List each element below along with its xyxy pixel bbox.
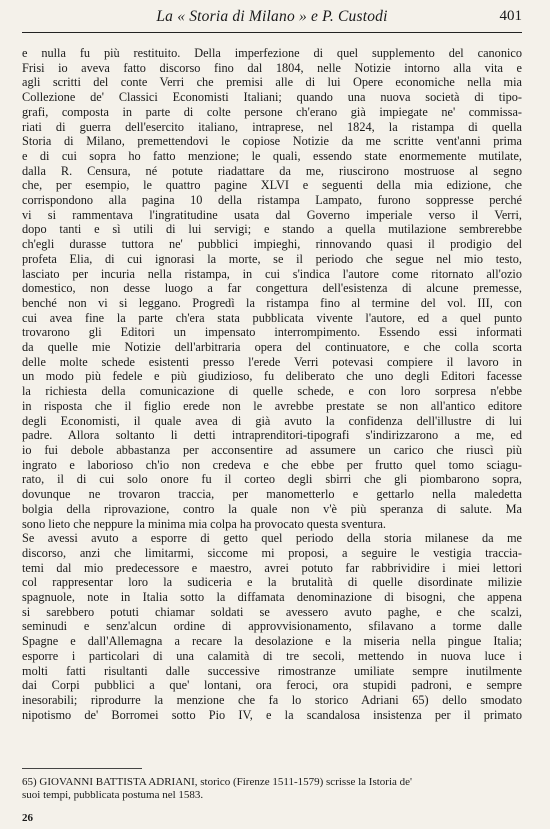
body-line: ch'egli durasse tuttora ne' pubblici impieghi, rinnovando quasi il prodigio del xyxy=(22,237,522,252)
body-line: vi si rammentava l'ingratitudine usata dal Governo imperiale verso il Verri, xyxy=(22,207,522,222)
body-line: molti fatti risultanti dalle successive rimostranze umiliate sempre inutilmente xyxy=(22,663,522,678)
page-header xyxy=(22,8,522,30)
body-line: la richiesta della comunicazione di quelle schede, e con loro sorpresa n'ebbe xyxy=(22,384,522,399)
body-line: sono lieto che neppure la minima mia colpa ha provocato questa sventura. xyxy=(22,516,387,531)
body-line: nipotismo de' Borromei sotto Pio IV, e la scandalosa insistenza per il primato xyxy=(22,707,522,722)
body-line: grafi, composta in parte di colte persone ch'erano già impiegate ne' commissa- xyxy=(22,104,522,119)
body-line: padre. Allora soltanto li detti intraprenditori-tipografi s'indirizzarono a me, ed xyxy=(22,428,522,443)
body-line: cui avea fine la parte ch'era stata pubblicata vivente l'autore, ed a quel punto xyxy=(22,310,522,325)
body-line: lasciato per incuria nella ristampa, in cui s'indica l'autore come ritornato all'ozio xyxy=(22,266,522,281)
body-line: dopo tanti e sì utili di lui servigi; e stando a quella mutilazione sembrerebbe xyxy=(22,222,522,237)
body-line: Storia di Milano, premettendovi le copiose Notizie da me scritte vent'anni prima xyxy=(22,134,522,149)
body-line: che, per esempio, le quattro pagine XLVI e seguenti della mia edizione, che xyxy=(22,178,522,193)
body-line: e nulla fu più restituito. Della imperfezione di quel supplemento del canonico xyxy=(22,46,522,60)
body-line: riati di guerra dell'esercito italiano, intraprese, nel 1824, la ristampa di quella xyxy=(22,119,522,134)
running-title: La « Storia di Milano » e P. Custodi xyxy=(156,8,388,25)
body-line: da quelle mie Notizie dell'arbitraria opera del continuatore, e che colla scorta xyxy=(22,340,522,355)
body-line: corrispondono alla pagina 10 della ristampa Lampato, furono soppresse perché xyxy=(22,193,522,208)
body-text xyxy=(22,46,522,722)
body-line: seminudi e senz'alcun ordine di approvvisionamento, sfilavano a torme dalle xyxy=(22,619,522,634)
body-line: Se avessi avuto a esporre di getto quel periodo della storia milanese da me xyxy=(22,531,522,546)
body-line: inesorabili; riprodurre la menzione che fa lo storico Adriani 65) dello smodato xyxy=(22,692,522,707)
body-line: io fui debole abbastanza per acconsentire ad assumere un carico che riuscì più xyxy=(22,442,522,457)
body-line: domestico, non desse luogo a far congettura dell'esistenza di alcune premesse, xyxy=(22,281,522,296)
body-line: profeta Elia, di cui ignorasi la morte, se il periodo che segue nel mio testo, xyxy=(22,251,522,266)
body-line: bolgia della riprovazione, contro la quale non v'è più speranza di salute. Ma xyxy=(22,501,522,516)
footnote-line: suoi tempi, pubblicata postuma nel 1583. xyxy=(22,789,204,801)
body-line: temi dal mio predecessore e maestro, avrei potuto far rabbrividire i miei lettori xyxy=(22,560,522,575)
body-line: dalla R. Censura, né potute riadattare da me, riuscirono mostruose al segno xyxy=(22,163,522,178)
body-line: degli Economisti, il quale avea di già avuto la confidenza dell'illustre di lui xyxy=(22,413,522,428)
body-line: dai Corpi pubblici a que' lontani, ora feroci, ora stupidi padroni, e sempre xyxy=(22,678,522,693)
body-line: Collezione de' Classici Economisti Italiani; quando una nuova società di tipo- xyxy=(22,90,522,105)
body-line: si sarebbero potuti chiamar soldati se avessero avuto paghe, e che scalzi, xyxy=(22,604,522,619)
body-line: spagnuole, note in Italia sotto la diffamata denominazione di bisogni, che appena xyxy=(22,590,522,605)
body-line: in risposta che il figlio erede non le avrebbe prestate se non all'antico editore xyxy=(22,398,522,413)
body-line: rato, il di cui solo onore fu il corteo degli sbirri che gli piombarono sopra, xyxy=(22,472,522,487)
footnote xyxy=(22,776,522,802)
footnote-rule xyxy=(22,768,142,769)
footnote-line: 65) GIOVANNI BATTISTA ADRIANI, storico (Firenze 1511-1579) scrisse la Istoria de' xyxy=(22,776,413,788)
body-line: ingrato e laborioso ch'io non credeva e che ebbe per frutto quel tomo sciagu- xyxy=(22,457,522,472)
body-line: discorso, anzi che limitarmi, siccome mi proposi, a seguire le vestigia traccia- xyxy=(22,545,522,560)
body-line: benché non vi si leggano. Progredì la ristampa fino al termine del vol. III, con xyxy=(22,295,522,310)
body-line: delle molte schede esistenti presso l'erede Verri potevasi compiere il lavoro in xyxy=(22,354,522,369)
body-line: trovarono gli Editori un impensato interrompimento. Essendo essi informati xyxy=(22,325,522,340)
body-line: dovunque ne trovaron traccia, per manometterlo e gettarlo nella maledetta xyxy=(22,487,522,502)
body-line: Spagne e dall'Allemagna a recare la desolazione e la miseria nella pingue Italia; xyxy=(22,634,522,649)
header-rule xyxy=(22,32,522,33)
body-line: col rappresentar loro la sudiceria e la brutalità di quelle disordinate milizie xyxy=(22,575,522,590)
body-line: agli scritti del conte Verri che premisi alle di lui Opere economiche nella mia xyxy=(22,75,522,90)
body-line: e di cui sopra ho fatto menzione; le quali, essendo state enormemente mutilate, xyxy=(22,148,522,163)
body-line: esporre i particolari di una calamità di tre secoli, mettendo in nuova luce i xyxy=(22,648,522,663)
page-number: 401 xyxy=(499,8,522,24)
body-line: un modo più fedele e più giudizioso, fu deliberato che uno degli Editori facesse xyxy=(22,369,522,384)
body-line: Frisi io aveva fatto discorso fino dal 1804, nelle Notizie intorno alla vita e xyxy=(22,60,522,75)
signature-mark: 26 xyxy=(22,812,33,824)
